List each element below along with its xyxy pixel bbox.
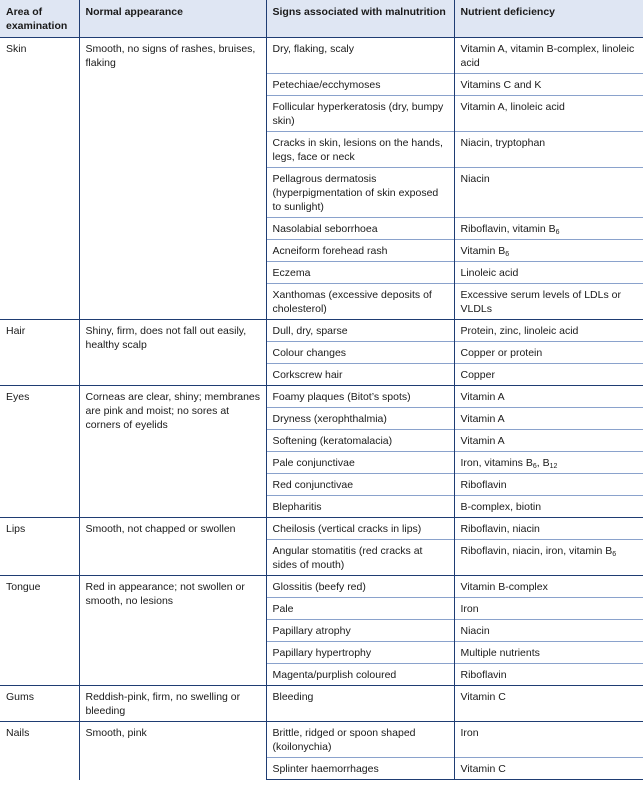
nutrient-cell — [454, 686, 643, 722]
nutrient-text: Multiple nutrients — [460, 647, 540, 659]
header-normal: Normal appearance — [79, 0, 266, 38]
nutrient-subscript: 6 — [532, 463, 537, 470]
sign-cell: Glossitis (beefy red) — [266, 576, 454, 598]
sign-cell: Papillary hypertrophy — [266, 642, 454, 664]
nutrient-cell — [454, 284, 643, 320]
table-row — [0, 518, 643, 540]
nutrient-cell — [454, 474, 643, 496]
sign-cell: Dry, flaking, scaly — [266, 38, 454, 74]
sign-cell: Papillary atrophy — [266, 620, 454, 642]
nutrient-cell — [454, 240, 643, 262]
nutrient-text: Protein, zinc, linoleic acid — [460, 325, 579, 337]
sign-cell: Cracks in skin, lesions on the hands, legs, face or neck — [266, 132, 454, 168]
sign-cell: Foamy plaques (Bitot’s spots) — [266, 386, 454, 408]
table-row — [0, 686, 643, 722]
sign-cell: Acneiform forehead rash — [266, 240, 454, 262]
sign-cell: Colour changes — [266, 342, 454, 364]
sign-cell: Pale — [266, 598, 454, 620]
nutrient-cell — [454, 342, 643, 364]
sign-cell: Magenta/purplish coloured — [266, 664, 454, 686]
normal-appearance-cell: Red in appearance; not swollen or smooth, no lesions — [79, 576, 266, 686]
sign-cell: Blepharitis — [266, 496, 454, 518]
nutrient-cell — [454, 540, 643, 576]
sign-cell: Red conjunctivae — [266, 474, 454, 496]
nutrient-cell — [454, 74, 643, 96]
table-row — [0, 386, 643, 408]
nutrient-cell — [454, 262, 643, 284]
sign-cell: Bleeding — [266, 686, 454, 722]
nutrient-cell — [454, 218, 643, 240]
sign-cell: Angular stomatitis (red cracks at sides of mouth) — [266, 540, 454, 576]
nutrient-cell — [454, 642, 643, 664]
normal-appearance-cell: Smooth, pink — [79, 722, 266, 780]
nutrient-text: Riboflavin, niacin, iron, vitamin B — [460, 545, 613, 557]
nutrient-subscript: 6 — [612, 551, 617, 558]
area-cell: Nails — [0, 722, 79, 780]
nutrient-cell — [454, 518, 643, 540]
nutrient-subscript: 6 — [555, 229, 560, 236]
normal-appearance-cell: Reddish-pink, firm, no swelling or bleeding — [79, 686, 266, 722]
nutrient-text: Vitamin C — [460, 691, 506, 703]
header-nutrient: Nutrient deficiency — [454, 0, 643, 38]
sign-cell: Pale conjunctivae — [266, 452, 454, 474]
nutrient-cell — [454, 722, 643, 758]
nutrient-cell — [454, 168, 643, 218]
normal-appearance-cell: Smooth, no signs of rashes, bruises, flaking — [79, 38, 266, 320]
nutrient-cell — [454, 576, 643, 598]
area-cell: Gums — [0, 686, 79, 722]
nutrient-text: Vitamins C and K — [460, 79, 542, 91]
sign-cell: Dryness (xerophthalmia) — [266, 408, 454, 430]
sign-cell: Xanthomas (excessive deposits of cholesterol) — [266, 284, 454, 320]
nutrient-text: Riboflavin, vitamin B — [460, 223, 556, 235]
sign-cell: Dull, dry, sparse — [266, 320, 454, 342]
sign-cell: Nasolabial seborrhoea — [266, 218, 454, 240]
sign-cell: Pellagrous dermatosis (hyperpigmentation of skin exposed to sunlight) — [266, 168, 454, 218]
nutrient-text: Vitamin A, vitamin B-complex, linoleic acid — [460, 43, 635, 69]
table-row — [0, 722, 643, 758]
normal-appearance-cell: Shiny, firm, does not fall out easily, healthy scalp — [79, 320, 266, 386]
sign-cell: Cheilosis (vertical cracks in lips) — [266, 518, 454, 540]
area-cell: Eyes — [0, 386, 79, 518]
nutrient-text: Iron — [460, 603, 479, 615]
nutrient-text: B-complex, biotin — [460, 501, 542, 513]
header-area: Area of examination — [0, 0, 79, 38]
nutrient-cell — [454, 320, 643, 342]
nutrient-text: Vitamin B-complex — [460, 581, 548, 593]
nutrient-text: Vitamin A — [460, 391, 505, 403]
nutrient-text: Niacin — [460, 625, 490, 637]
nutrient-text: Excessive serum levels of LDLs or VLDLs — [460, 289, 621, 315]
nutrient-text: Copper or protein — [460, 347, 543, 359]
table-row — [0, 320, 643, 342]
nutrient-cell — [454, 364, 643, 386]
nutrient-cell — [454, 386, 643, 408]
table-row — [0, 38, 643, 74]
area-cell: Hair — [0, 320, 79, 386]
nutrient-text: Niacin, tryptophan — [460, 137, 546, 149]
header-row — [0, 0, 643, 38]
sign-cell: Softening (keratomalacia) — [266, 430, 454, 452]
nutrient-text: Niacin — [460, 173, 490, 185]
nutrient-text: Vitamin A — [460, 413, 505, 425]
area-cell: Tongue — [0, 576, 79, 686]
nutrient-cell — [454, 408, 643, 430]
nutrient-text-continued: , B — [536, 457, 550, 469]
nutrient-text: Vitamin A, linoleic acid — [460, 101, 565, 113]
sign-cell: Brittle, ridged or spoon shaped (koilonychia) — [266, 722, 454, 758]
nutrient-cell — [454, 452, 643, 474]
sign-cell: Eczema — [266, 262, 454, 284]
sign-cell: Follicular hyperkeratosis (dry, bumpy skin) — [266, 96, 454, 132]
nutrient-cell — [454, 758, 643, 780]
area-cell: Lips — [0, 518, 79, 576]
table-row — [0, 576, 643, 598]
nutrient-cell — [454, 664, 643, 686]
nutrient-subscript: 12 — [549, 463, 558, 470]
nutrient-cell — [454, 132, 643, 168]
nutrient-text: Vitamin B — [460, 245, 506, 257]
normal-appearance-cell: Smooth, not chapped or swollen — [79, 518, 266, 576]
nutrient-text: Riboflavin — [460, 669, 507, 681]
sign-cell: Petechiae/ecchymoses — [266, 74, 454, 96]
nutrient-text: Riboflavin, niacin — [460, 523, 540, 535]
nutrient-text: Vitamin A — [460, 435, 505, 447]
nutrient-text: Copper — [460, 369, 495, 381]
nutrient-text: Iron, vitamins B — [460, 457, 533, 469]
nutrient-cell — [454, 38, 643, 74]
nutrient-subscript: 6 — [505, 251, 510, 258]
nutrient-cell — [454, 496, 643, 518]
nutrient-cell — [454, 620, 643, 642]
nutrient-cell — [454, 598, 643, 620]
nutrient-text: Iron — [460, 727, 479, 739]
sign-cell: Corkscrew hair — [266, 364, 454, 386]
nutrient-text: Linoleic acid — [460, 267, 519, 279]
area-cell: Skin — [0, 38, 79, 320]
nutrient-cell — [454, 96, 643, 132]
nutrient-cell — [454, 430, 643, 452]
nutrient-text: Riboflavin — [460, 479, 507, 491]
nutrient-text: Vitamin C — [460, 763, 506, 775]
sign-cell: Splinter haemorrhages — [266, 758, 454, 780]
normal-appearance-cell: Corneas are clear, shiny; membranes are pink and moist; no sores at corners of eyelids — [79, 386, 266, 518]
header-signs: Signs associated with malnutrition — [266, 0, 454, 38]
